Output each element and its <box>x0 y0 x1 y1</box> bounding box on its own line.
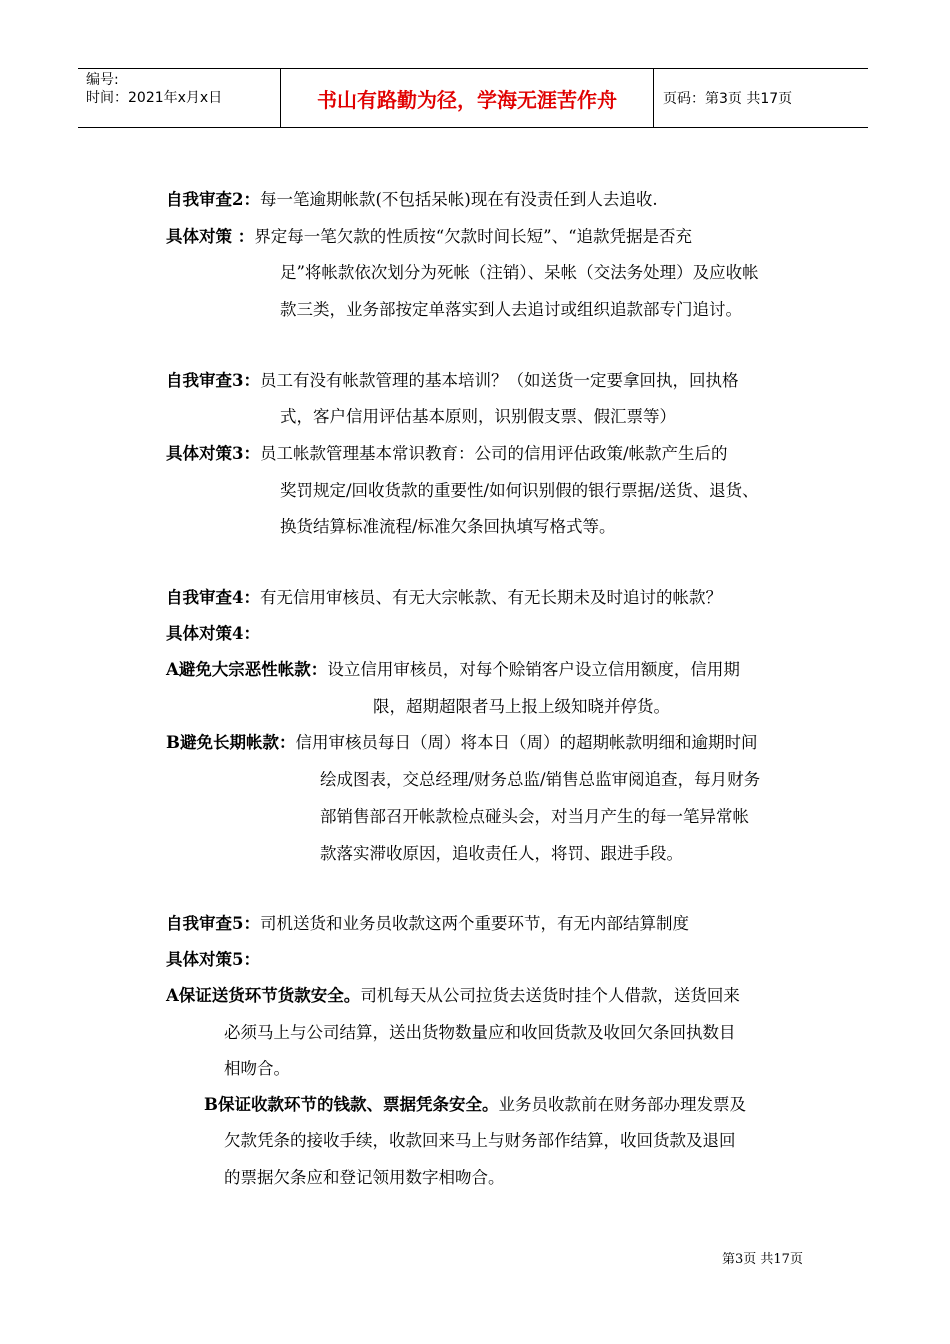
header-motto <box>280 69 654 127</box>
measure-4b-line-4: 款落实滞收原因，追收责任人，将罚、跟进手段。 <box>320 844 683 863</box>
measure-5b-line-2: 欠款凭条的接收手续，收款回来马上与财务部作结算，收回货款及退回 <box>224 1131 736 1150</box>
measure-4a-line-2: 限，超期超限者马上报上级知晓并停货。 <box>373 697 670 716</box>
number-label: 编号: <box>86 72 119 88</box>
check-5 <box>166 913 689 935</box>
check-4-label: 自我审查4： <box>166 588 260 607</box>
measure-5a-line-2: 必须马上与公司结算，送出货物数量应和收回货款及收回欠条回执数目 <box>224 1023 736 1042</box>
measure-5a-text-1: 司机每天从公司拉货去送货时挂个人借款，送货回来 <box>360 986 740 1005</box>
measure-4b-text-1: 信用审核员每日（周）将本日（周）的超期帐款明细和逾期时间 <box>295 733 758 752</box>
header-meta <box>78 69 280 127</box>
measure-5a-line-3: 相吻合。 <box>224 1059 290 1078</box>
measure-5b-label: B保证收款环节的钱款、票据凭条安全。 <box>204 1095 499 1114</box>
header-page-info: 页码：第3页 共17页 <box>663 91 793 107</box>
measure-5b-text-1: 业务员收款前在财务部办理发票及 <box>498 1095 746 1114</box>
check-5-text: 司机送货和业务员收款这两个重要环节，有无内部结算制度 <box>259 914 689 933</box>
measure-5-label: 具体对策5： <box>166 950 260 969</box>
check-2-text: 每一笔逾期帐款(不包括呆帐)现在有没责任到人去追收. <box>259 190 658 209</box>
measure-4a-label: A避免大宗恶性帐款： <box>166 660 328 679</box>
check-5-label: 自我审查5： <box>166 914 260 933</box>
page-footer: 第3页 共17页 <box>722 1252 803 1267</box>
page-header <box>78 68 868 128</box>
check-2 <box>166 189 658 211</box>
check-4-text: 有无信用审核员、有无大宗帐款、有无长期未及时追讨的帐款？ <box>259 588 722 607</box>
measure-4b-line-3: 部销售部召开帐款检点碰头会，对当月产生的每一笔异常帐 <box>320 807 749 826</box>
measure-4b-label: B避免长期帐款： <box>166 733 296 752</box>
measure-2-label: 具体对策 ： <box>166 227 255 246</box>
check-3-line-1 <box>166 370 738 392</box>
measure-5a-label: A保证送货环节货款安全。 <box>166 986 361 1005</box>
motto-text: 书山有路勤为径，学海无涯苦作舟 <box>317 87 617 112</box>
measure-3-line-3: 换货结算标准流程/标准欠条回执填写格式等。 <box>280 517 616 536</box>
measure-4b-line-2: 绘成图表，交总经理/财务总监/销售总监审阅追查，每月财务 <box>320 770 761 789</box>
measure-3-text-1: 员工帐款管理基本常识教育：公司的信用评估政策/帐款产生后的 <box>259 444 728 463</box>
measure-5a-line-1 <box>166 985 740 1007</box>
measure-4a-text-1: 设立信用审核员，对每个赊销客户设立信用额度，信用期 <box>327 660 740 679</box>
measure-5b-line-1 <box>204 1094 746 1116</box>
measure-2-line-2: 足”将帐款依次划分为死帐（注销）、呆帐（交法务处理）及应收帐 <box>280 263 759 282</box>
measure-3-line-2: 奖罚规定/回收货款的重要性/如何识别假的银行票据/送货、退货、 <box>280 481 759 500</box>
measure-2-line-1 <box>166 226 692 248</box>
measure-2-text-1: 界定每一笔欠款的性质按“欠款时间长短”、“追款凭据是否充 <box>254 227 693 246</box>
measure-4a-line-1 <box>166 659 740 681</box>
measure-3-label: 具体对策3： <box>166 444 260 463</box>
check-3-line-2: 式，客户信用评估基本原则，识别假支票、假汇票等） <box>280 407 676 426</box>
measure-4b-line-1 <box>166 732 757 754</box>
check-3-label: 自我审查3： <box>166 371 260 390</box>
measure-2-line-3: 款三类，业务部按定单落实到人去追讨或组织追款部专门追讨。 <box>280 300 742 319</box>
measure-4-label: 具体对策4： <box>166 624 260 643</box>
time-label: 时间：2021年x月x日 <box>86 90 223 106</box>
check-2-label: 自我审查2： <box>166 190 260 209</box>
measure-5b-line-3: 的票据欠条应和登记领用数字相吻合。 <box>224 1168 505 1187</box>
check-4 <box>166 587 722 609</box>
check-3-text-1: 员工有没有帐款管理的基本培训？（如送货一定要拿回执，回执格 <box>259 371 739 390</box>
measure-3-line-1 <box>166 443 728 465</box>
